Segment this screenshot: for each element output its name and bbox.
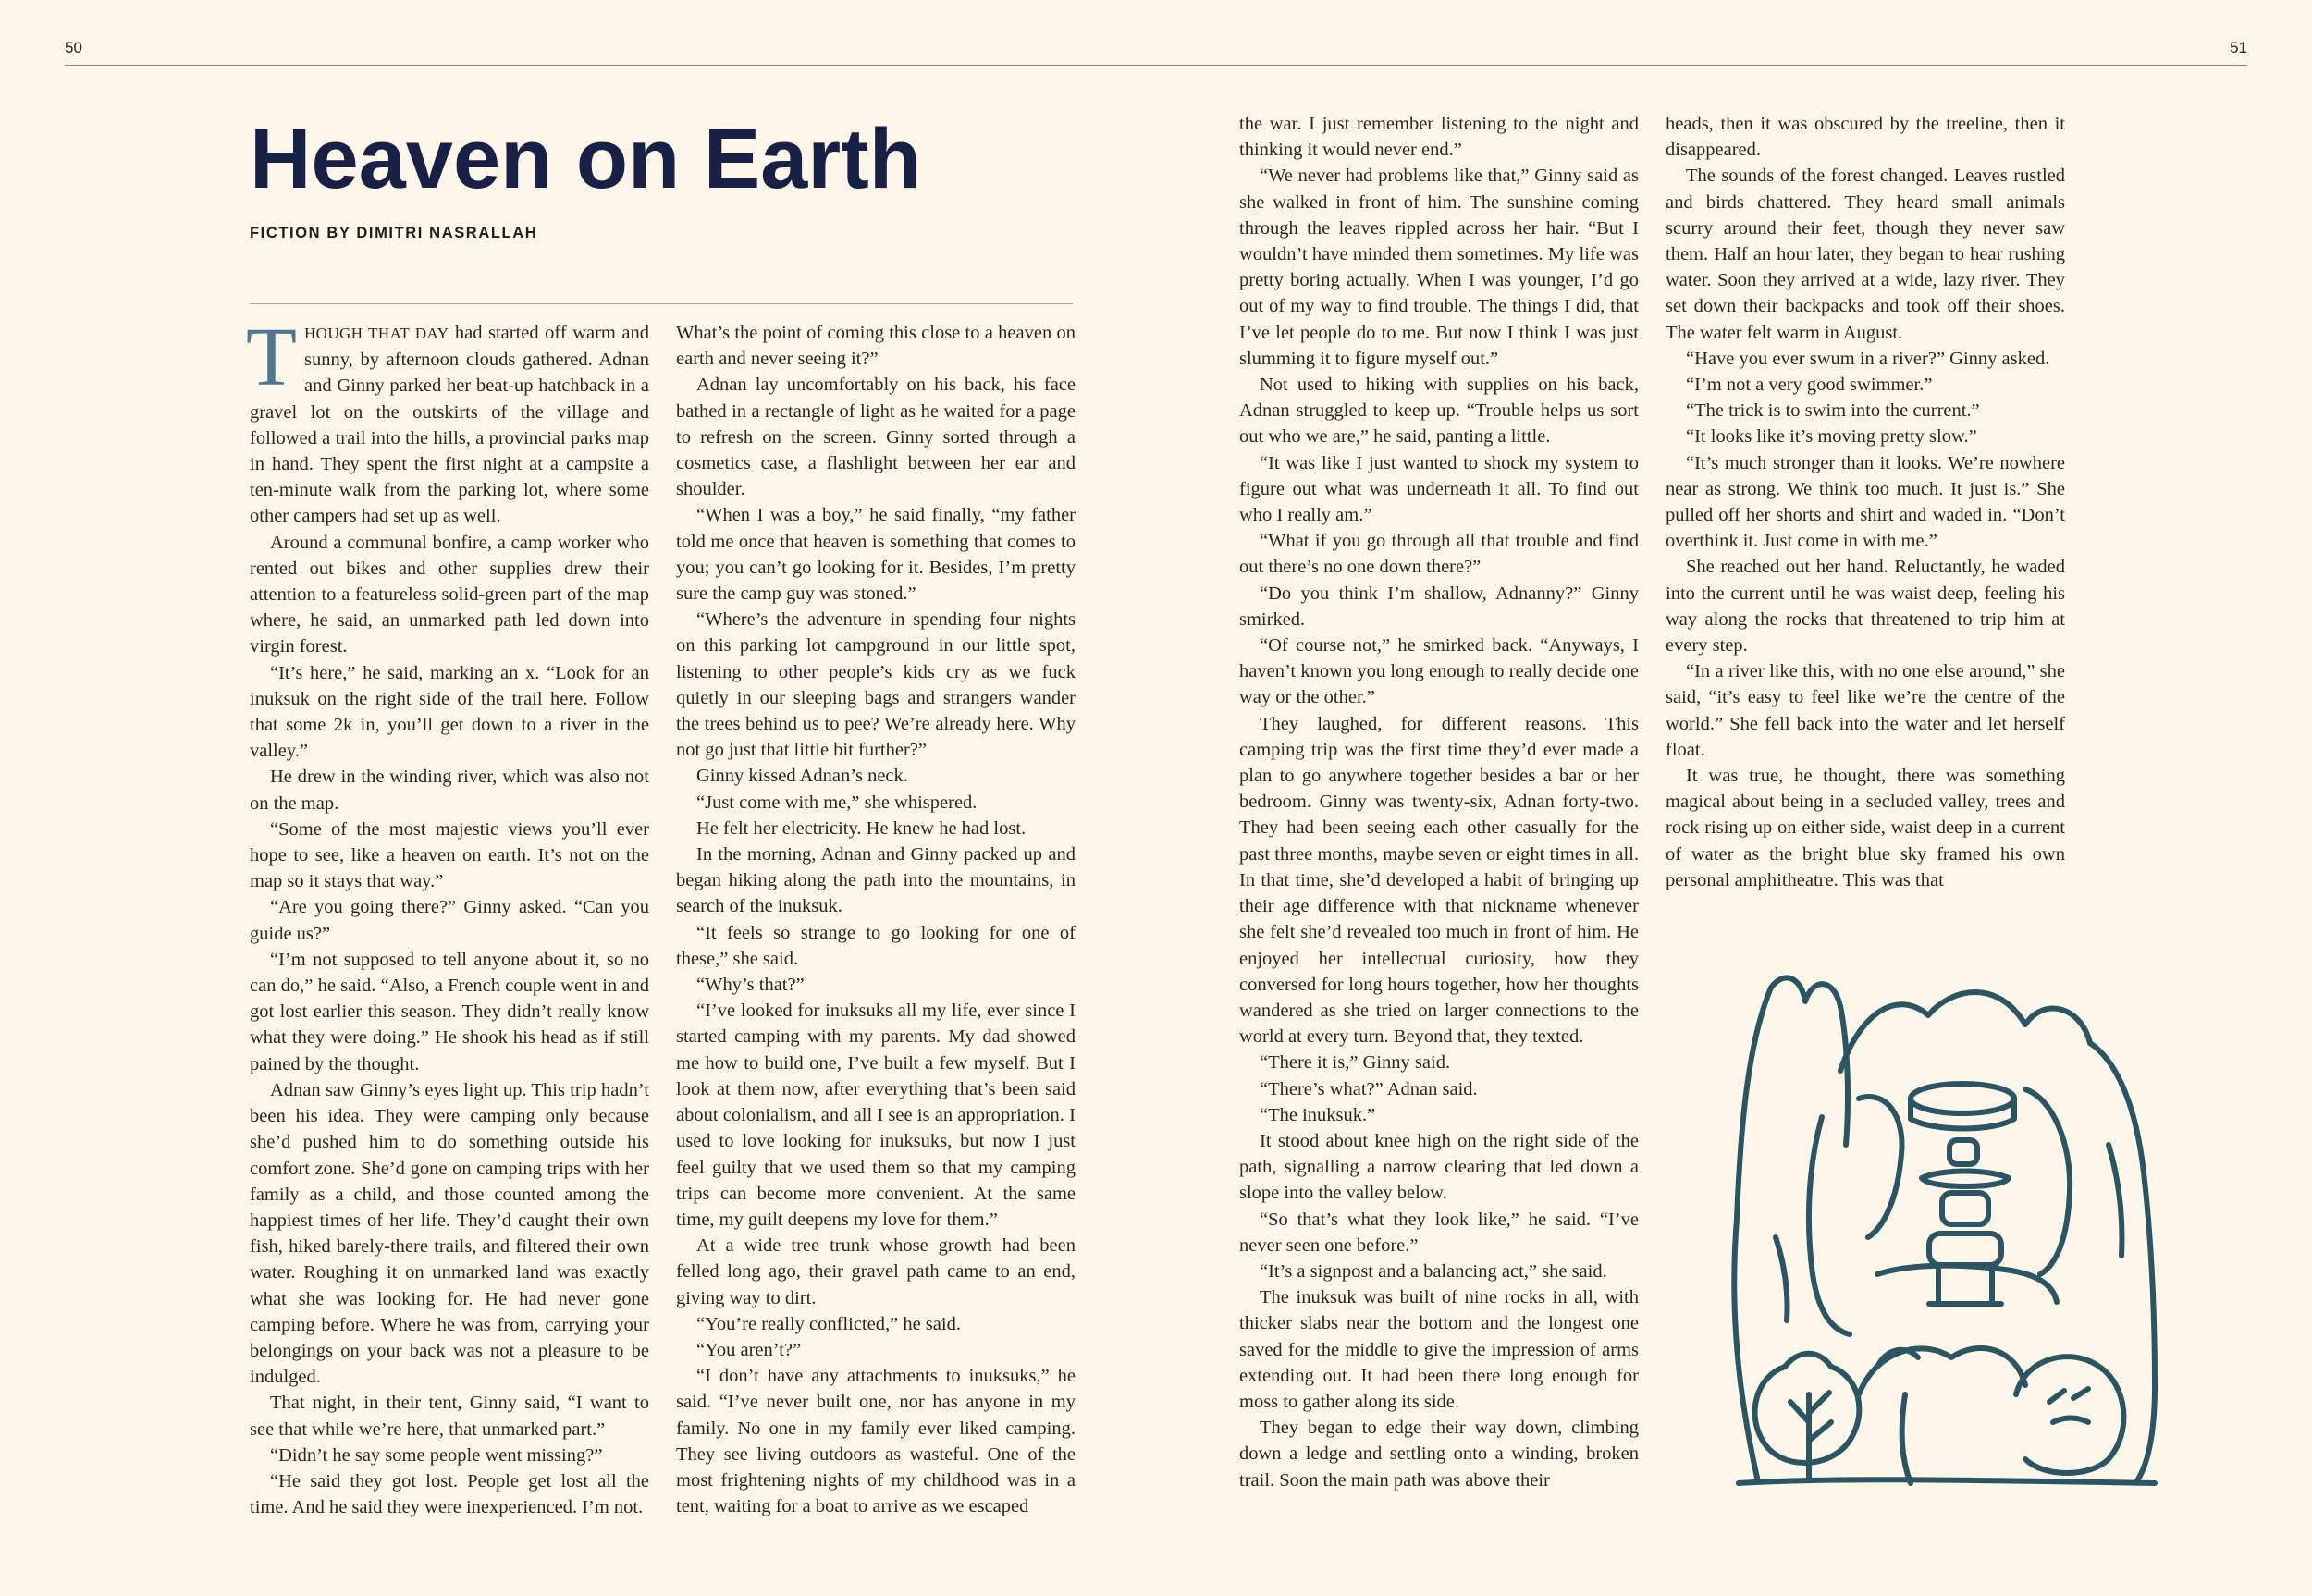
paragraph: The inuksuk was built of nine rocks in all, with thicker slabs near the bottom and the longest one saved for the middle to give the impression of arms extending out. It had been there long enough for moss to gather along its side. — [1239, 1287, 1639, 1412]
paragraph: “I’m not a very good swimmer.” — [1686, 374, 1933, 396]
paragraph: “He said they got lost. People get lost all the time. And he said they were inexperienced. I’m not. — [250, 1470, 649, 1518]
paragraph: “It’s here,” he said, marking an x. “Look for an inuksuk on the right side of the trail here. Follow that some 2k in, you’ll get down to a river in the valley.” — [250, 662, 649, 762]
paragraph: “I’m not supposed to tell anyone about it, so no can do,” he said. “Also, a French couple went in and got lost earlier this season. They didn’t really know what they were doing.” He shook his head as if still pained by the thought. — [250, 949, 649, 1074]
paragraph: That night, in their tent, Ginny said, “I want to see that while we’re here, that unmarked part.” — [250, 1393, 649, 1440]
paragraph: “It was like I just wanted to shock my system to figure out what was underneath it all. To find out who I really am.” — [1239, 452, 1639, 526]
paragraph: “I’ve looked for inuksuks all my life, ever since I started camping with my parents. My dad showed me how to build one, I’ve built a few myself. But I look at them now, after everything that’s been said about colonialism, and all I see is an appropriation. I used to love looking for inuksuks, but now I just feel guilty that we used them so that my camping trips can become more convenient. At the same time, my guilt deepens my love for them.” — [676, 1001, 1076, 1230]
paragraph: “Why’s that?” — [696, 975, 805, 996]
paragraph: “Have you ever swum in a river?” Ginny asked. — [1686, 348, 2050, 369]
lead-in: HOUGH THAT DAY — [303, 325, 449, 342]
forest-inuksuk-illustration — [1720, 960, 2173, 1487]
paragraph: “When I was a boy,” he said finally, “my father told me once that heaven is something that comes to you; you can’t go looking for it. Besides, I’m pretty sure the camp guy was stoned.” — [676, 505, 1076, 605]
paragraph: “You aren’t?” — [696, 1339, 802, 1360]
paragraph: She reached out her hand. Reluctantly, he waded into the current until he was waist deep, feeling his way along the rocks that threatened to trip him at every step. — [1666, 557, 2065, 657]
top-rule — [65, 65, 2247, 66]
page-number-left: 50 — [65, 39, 82, 56]
paragraph: “I don’t have any attachments to inuksuks,” he said. “I’ve never built one, nor has anyone in my family. No one in my family ever liked camping. They see living outdoors as wasteful. One of the most frightening nights of my childhood was in a tent, waiting for a boat to arrive as we escaped — [676, 1366, 1076, 1517]
paragraph: Ginny kissed Adnan’s neck. — [696, 766, 908, 787]
paragraph: He felt her electricity. He knew he had lost. — [696, 817, 1027, 839]
paragraph: had started off warm and sunny, by afternoon clouds gathered. Adnan and Ginny parked her beat-up hatchback in a gravel lot on the outskirts of the village and followed a trail into the hills, a provincial parks map in hand. They spent the first night at a campsite a ten-minute walk from the parking lot, where some other campers had set up as well. — [250, 323, 649, 527]
text-column-3 — [1239, 111, 1639, 1493]
paragraph: the war. I just remember listening to the night and thinking it would never end.” — [1239, 114, 1639, 161]
paragraph: Not used to hiking with supplies on his back, Adnan struggled to keep up. “Trouble helps us sort out who we are,” he said, panting a little. — [1239, 374, 1639, 448]
paragraph: It was true, he thought, there was something magical about being in a secluded valley, trees and rock rising up on either side, waist deep in a current of water as the bright blue sky framed his own personal amphitheatre. This was that — [1666, 766, 2065, 890]
paragraph: “There it is,” Ginny said. — [1260, 1052, 1451, 1074]
paragraph: “Are you going there?” Ginny asked. “Can you guide us?” — [250, 897, 649, 944]
paragraph: Around a communal bonfire, a camp worker who rented out bikes and other supplies drew their attention to a featureless solid-green part of the map where, he said, an unmarked path led down into virgin forest. — [250, 532, 649, 657]
paragraph: “You’re really conflicted,” he said. — [696, 1313, 961, 1334]
paragraph: In the morning, Adnan and Ginny packed up and began hiking along the path into the mountains, in search of the inuksuk. — [676, 844, 1076, 917]
paragraph: He drew in the winding river, which was also not on the map. — [250, 767, 649, 814]
paragraph: “In a river like this, with no one else around,” she said, “it’s easy to feel like we’re the centre of the world.” She fell back into the water and let herself float. — [1666, 661, 2065, 760]
paragraph: They began to edge their way down, climbing down a ledge and settling onto a winding, broken trail. Soon the main path was above their — [1239, 1418, 1639, 1491]
paragraph: “It’s a signpost and a balancing act,” she said. — [1260, 1260, 1607, 1282]
paragraph: Adnan lay uncomfortably on his back, his face bathed in a rectangle of light as he waited for a page to refresh on the screen. Ginny sorted through a cosmetics case, a flashlight between her ear and shoulder. — [676, 374, 1076, 500]
paragraph: “Didn’t he say some people went missing?” — [270, 1444, 603, 1466]
article-byline: FICTION BY DIMITRI NASRALLAH — [250, 225, 538, 241]
paragraph: “The trick is to swim into the current.” — [1686, 400, 1980, 422]
paragraph: “Of course not,” he smirked back. “Anyways, I haven’t known you long enough to really decide one way or the other.” — [1239, 635, 1639, 708]
text-column-4 — [1666, 111, 2065, 893]
paragraph: “What if you go through all that trouble and find out there’s no one down there?” — [1239, 531, 1639, 578]
paragraph: What’s the point of coming this close to a heaven on earth and never seeing it?” — [676, 323, 1076, 370]
paragraph: “There’s what?” Adnan said. — [1260, 1078, 1478, 1099]
paragraph: “Some of the most majestic views you’ll ever hope to see, like a heaven on earth. It’s not on the map so it stays that way.” — [250, 818, 649, 892]
paragraph: heads, then it was obscured by the treeline, then it disappeared. — [1666, 114, 2065, 161]
paragraph: The sounds of the forest changed. Leaves rustled and birds chattered. They heard small animals scurry around their feet, though they never saw them. Half an hour later, they began to hear rushing water. Soon they arrived at a wide, lazy river. They set down their backpacks and took off their shoes. The water felt warm in August. — [1666, 166, 2065, 343]
paragraph: “It feels so strange to go looking for one of these,” she said. — [676, 922, 1076, 969]
paragraph: It stood about knee high on the right side of the path, signalling a narrow clearing that led down a slope into the valley below. — [1239, 1130, 1639, 1204]
paragraph: Adnan saw Ginny’s eyes light up. This trip hadn’t been his idea. They were camping only because she’d pushed him to do something outside his comfort zone. She’d gone on camping trips with her family as a child, and those counted among the happiest times of her life. They’d caught their own fish, hiked barely-there trails, and filtered their own water. Roughing it on unmarked land was exactly what she was looking for. He had never gone camping before. Where he was from, carrying your belongings on your back was not a pleasure to be indulged. — [250, 1079, 649, 1388]
paragraph: “It looks like it’s moving pretty slow.” — [1686, 426, 1977, 448]
paragraph: “So that’s what they look like,” he said. “I’ve never seen one before.” — [1239, 1209, 1639, 1256]
paragraph: “Where’s the adventure in spending four nights on this parking lot campground in our little spot, listening to other people’s kids cry as we fuck quietly in our sleeping bags and strangers wander the trees behind us to pee? We’re already here. Why not go just that little bit further?” — [676, 609, 1076, 761]
paragraph: “We never had problems like that,” Ginny said as she walked in front of him. The sunshine coming through the leaves rippled across her hair. “But I wouldn’t have minded them sometimes. My life was pretty boring actually. When I was younger, I’d go out of my way to find trouble. The things I did, that I’ve let people do to me. But now I think I was just slumming it to figure myself out.” — [1239, 166, 1639, 369]
article-title: Heaven on Earth — [250, 112, 921, 206]
paragraph: “It’s much stronger than it looks. We’re nowhere near as strong. We think too much. It just is.” She pulled off her shorts and shirt and waded in. “Don’t overthink it. Just come in with me.” — [1666, 452, 2065, 552]
paragraph: They laughed, for different reasons. This camping trip was the first time they’d ever made a plan to go anywhere together besides a bar or her bedroom. Ginny was twenty-six, Adnan forty-two. They had been seeing each other casually for the past three months, maybe seven or eight times in all. In that time, she’d developed a habit of bringing up their age difference with that nickname whenever she felt she’d revealed too much in front of him. He enjoyed her intellectual curiosity, how they conversed for long hours together, how her thoughts wandered as she tried on larger connections to the world at every turn. Beyond that, they texted. — [1239, 713, 1639, 1048]
paragraph: “Do you think I’m shallow, Adnanny?” Ginny smirked. — [1239, 583, 1639, 630]
headline-rule — [250, 303, 1073, 304]
paragraph: At a wide tree trunk whose growth had been felled long ago, their gravel path came to an end, giving way to dirt. — [676, 1235, 1076, 1308]
text-column-2 — [676, 320, 1076, 1519]
page-number-right: 51 — [2230, 39, 2247, 56]
opening-paragraph — [246, 312, 649, 530]
drop-cap: T — [246, 312, 297, 403]
text-column-1 — [246, 312, 649, 1520]
paragraph: “The inuksuk.” — [1260, 1104, 1376, 1125]
paragraph: “Just come with me,” she whispered. — [696, 792, 978, 813]
